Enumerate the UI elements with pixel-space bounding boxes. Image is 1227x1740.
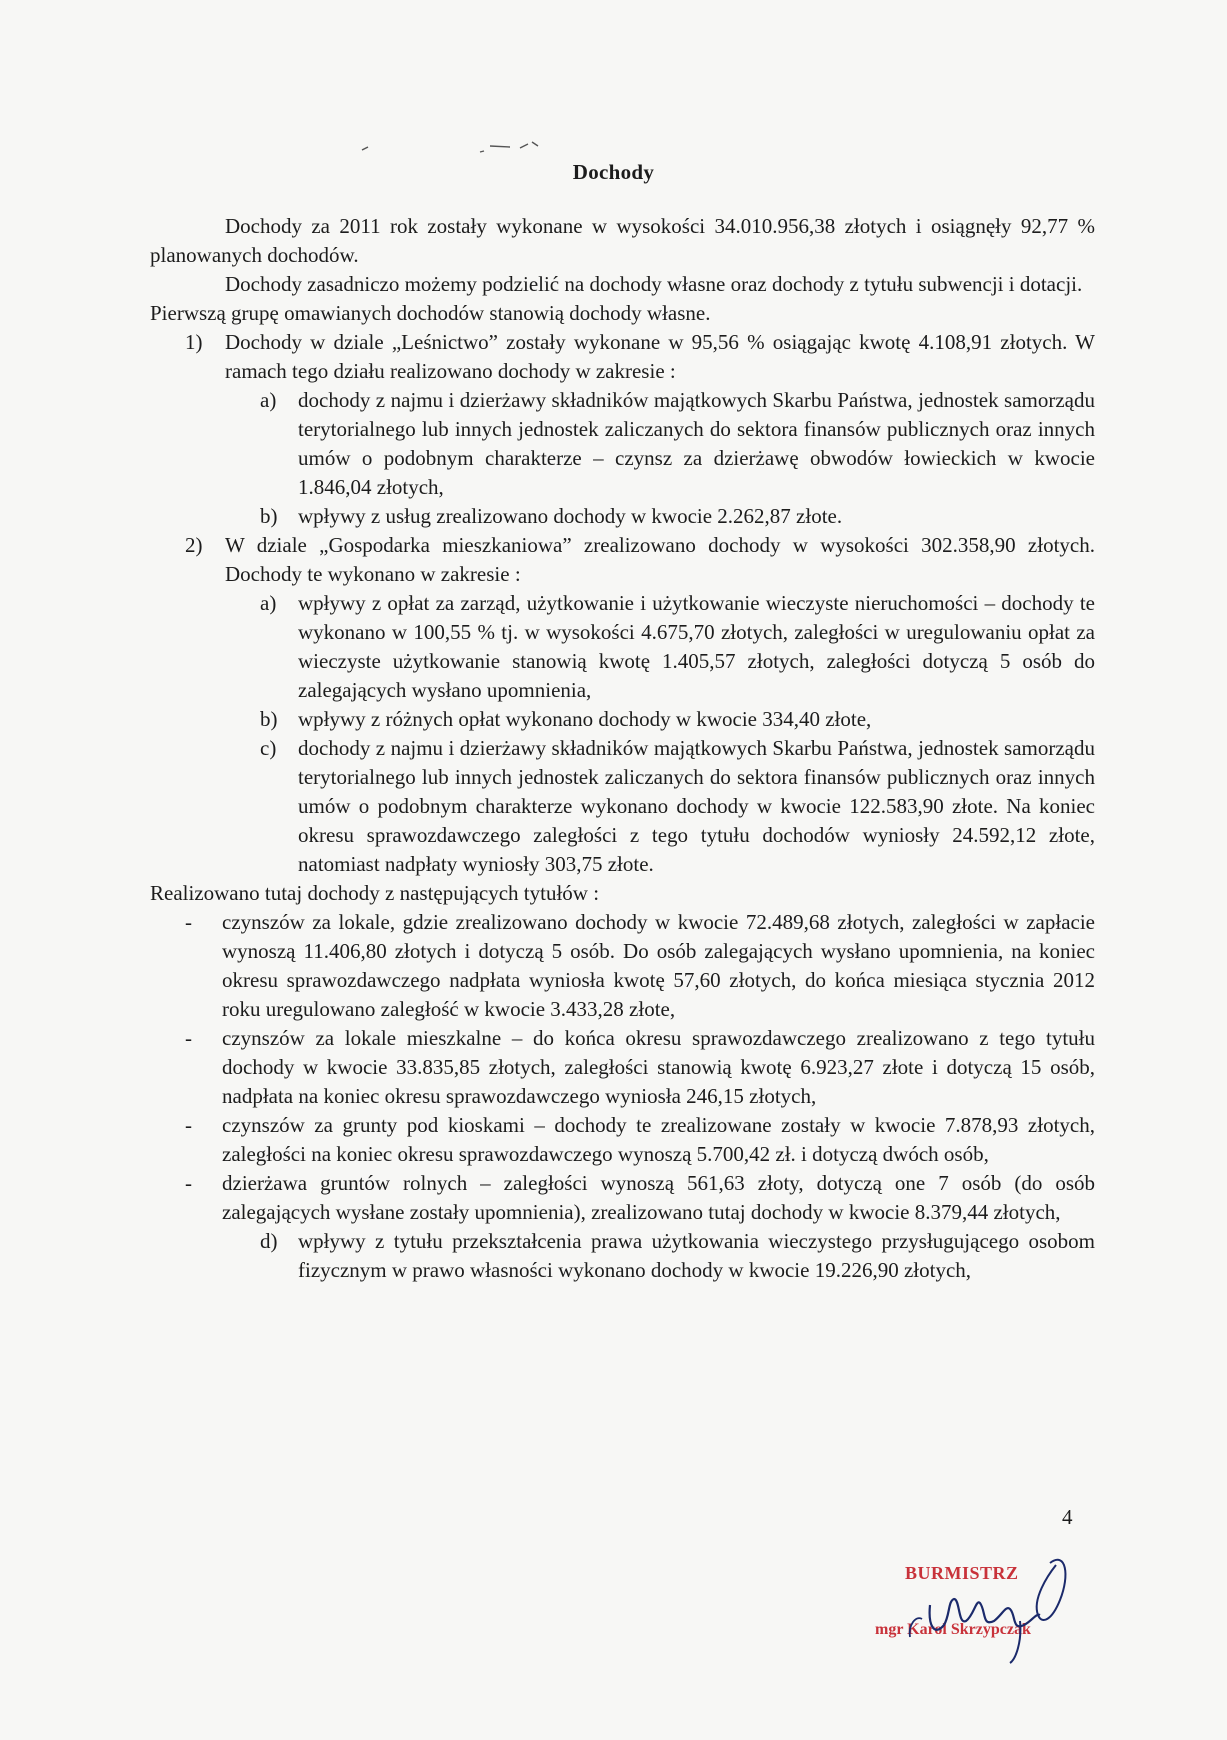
list-marker: b) [260, 504, 278, 528]
list-marker: 2) [185, 533, 203, 557]
dash-list-item [150, 1169, 1095, 1227]
sublist-item [150, 386, 1095, 502]
list-item-text: W dziale „Gospodarka mieszkaniowa” zrealizowano dochody w wysokości 302.358,90 złotych. Dochody te wykonano w zakresie : [225, 533, 1095, 586]
intro-paragraph-1: Dochody za 2011 rok zostały wykonane w wysokości 34.010.956,38 złotych i osiągnęły 92,77 % planowanych dochodów. [150, 214, 1095, 267]
list-item-text: Dochody w dziale „Leśnictwo” zostały wykonane w 95,56 % osiągając kwotę 4.108,91 złotych. W ramach tego działu realizowano dochody w zakresie : [225, 330, 1095, 383]
sublist-item [150, 502, 1095, 531]
list-marker: - [185, 1171, 192, 1195]
list-marker: d) [260, 1229, 278, 1253]
sublist-item [150, 705, 1095, 734]
stamp-title: BURMISTRZ [905, 1563, 1019, 1583]
realized-intro: Realizowano tutaj dochody z następujących tytułów : [150, 881, 600, 905]
sublist-item [150, 734, 1095, 879]
sublist-item-d [150, 1227, 1095, 1285]
list-marker: a) [260, 388, 277, 412]
list-marker: - [185, 1113, 192, 1137]
list-marker: 1) [185, 330, 203, 354]
list-item-text: dochody z najmu i dzierżawy składników majątkowych Skarbu Państwa, jednostek samorządu terytorialnego lub innych jednostek zaliczanych do sektora finansów publicznych oraz innych umów o podobnym charakterze wykonano dochody w kwocie 122.583,90 złote. Na koniec okresu sprawozdawczego zaległości z tego tytułu dochodów wyniosły 24.592,12 złote, natomiast nadpłaty wyniosły 303,75 złote. [298, 736, 1095, 876]
list-item-text: wpływy z tytułu przekształcenia prawa użytkowania wieczystego przysługującego osobom fizycznym w prawo własności wykonano dochody w kwocie 19.226,90 złotych, [298, 1229, 1095, 1282]
list-marker: - [185, 1026, 192, 1050]
list-item-text: wpływy z usług zrealizowano dochody w kwocie 2.262,87 złote. [298, 504, 843, 528]
list-item-text: wpływy z opłat za zarząd, użytkowanie i użytkowanie wieczyste nieruchomości – dochody te wykonano w 100,55 % tj. w wysokości 4.675,70 złotych, zaległości w uregulowaniu opłat za wieczyste użytkowanie stanowią kwotę 1.405,57 złotych, zaległości dotyczą 5 osób do zalegających wysłano upomnienia, [298, 591, 1095, 702]
page-number: 4 [1062, 1505, 1073, 1529]
official-stamp [870, 1555, 1090, 1665]
list-item-text: czynszów za lokale mieszkalne – do końca okresu sprawozdawczego zrealizowano z tego tytułu dochody w kwocie 33.835,85 złotych, zaległości stanowią kwotę 6.923,27 złote i dotyczą 15 osób, nadpłata na koniec okresu sprawozdawczego wyniosła 246,15 złotych, [222, 1026, 1095, 1108]
scan-artifact-marks [360, 138, 590, 154]
list-item-text: dzierżawa gruntów rolnych – zaległości wynoszą 561,63 złoty, dotyczą one 7 osób (do osób zalegających wysłane zostały upomnienia), zrealizowano tutaj dochody w kwocie 8.379,44 złotych, [222, 1171, 1095, 1224]
list-item-text: czynszów za lokale, gdzie zrealizowano dochody w kwocie 72.489,68 złotych, zaległości w zapłacie wynoszą 11.406,80 złotych i dotyczą 5 osób. Do osób zalegających wysłano upomnienia, na koniec okresu sprawozdawczego nadpłata wyniosła kwotę 57,60 złotych, do końca miesiąca stycznia 2012 roku uregulowano zaległość w kwocie 3.433,28 złote, [222, 910, 1095, 1021]
intro-paragraph-3: Pierwszą grupę omawianych dochodów stanowią dochody własne. [150, 301, 711, 325]
dash-list-item [150, 1111, 1095, 1169]
list-marker: - [185, 910, 192, 934]
list-item-text: dochody z najmu i dzierżawy składników majątkowych Skarbu Państwa, jednostek samorządu terytorialnego lub innych jednostek zaliczanych do sektora finansów publicznych oraz innych umów o podobnym charakterze – czynsz za dzierżawę obwodów łowieckich w kwocie 1.846,04 złotych, [298, 388, 1095, 499]
intro-paragraph-2: Dochody zasadniczo możemy podzielić na dochody własne oraz dochody z tytułu subwencji i dotacji. [225, 272, 1083, 296]
list-item-text: czynszów za grunty pod kioskami – dochody te zrealizowane zostały w kwocie 7.878,93 złotych, zaległości na koniec okresu sprawozdawczego wynoszą 5.700,42 zł. i dotyczą dwóch osób, [222, 1113, 1095, 1166]
dash-list-item [150, 1024, 1095, 1111]
list-item-lesnictwo [150, 328, 1095, 386]
page-title: Dochody [572, 160, 655, 184]
stamp-name: mgr Karol Skrzypczak [875, 1621, 1031, 1638]
list-item-text: wpływy z różnych opłat wykonano dochody w kwocie 334,40 złote, [298, 707, 872, 731]
handwritten-signature [870, 1555, 1090, 1665]
dash-list-item [150, 908, 1095, 1024]
list-marker: a) [260, 591, 277, 615]
document-body [150, 212, 1095, 1285]
list-item-gospodarka-mieszkaniowa [150, 531, 1095, 589]
list-marker: b) [260, 707, 278, 731]
sublist-item [150, 589, 1095, 705]
list-marker: c) [260, 736, 277, 760]
